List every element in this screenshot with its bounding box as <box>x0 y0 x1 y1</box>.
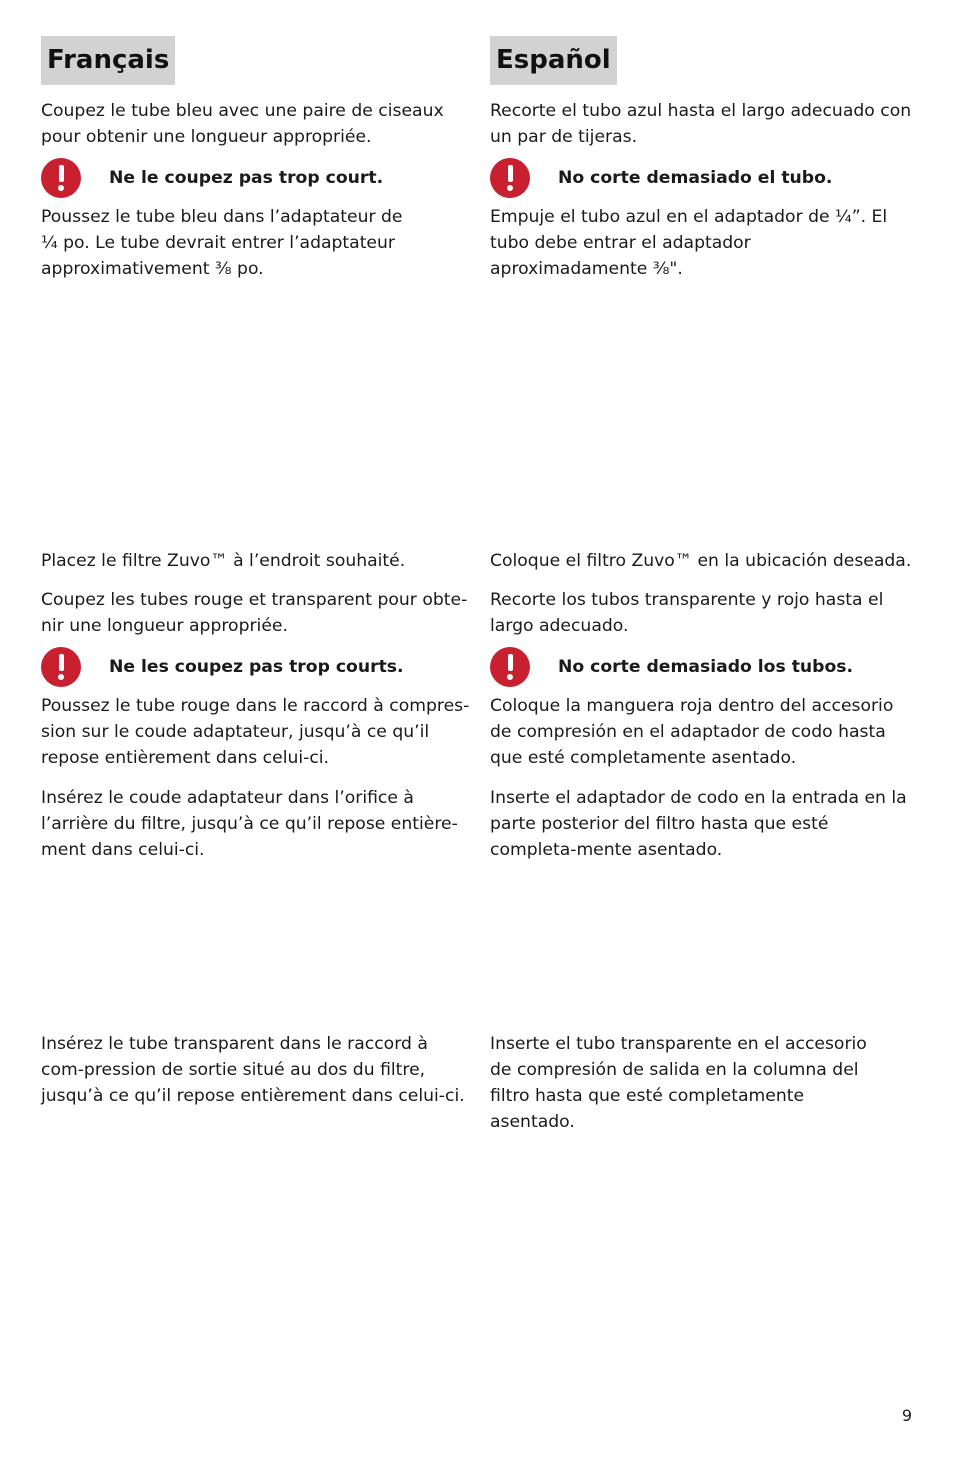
french-warning-1 <box>41 158 383 198</box>
spanish-step-cut-blue-tube: Recorte el tubo azul hasta el largo adecuado con un par de tijeras. <box>490 101 912 147</box>
french-step-insert-clear-tube: Insérez le tube transparent dans le raccord à com-pression de sortie situé au dos du filtre, jusqu’à ce qu’il repose entièrement dans celui-ci. <box>41 1034 465 1106</box>
spanish-warning-2-text: No corte demasiado los tubos. <box>558 657 854 677</box>
french-step-insert-elbow: Insérez le coude adaptateur dans l’orifice à l’arrière du filtre, jusqu’à ce qu’il repose entière-ment dans celui-ci. <box>41 788 458 860</box>
spanish-heading: Español <box>490 36 617 85</box>
french-step-cut-red-clear: Coupez les tubes rouge et transparent pour obte-nir une longueur appropriée. <box>41 590 468 636</box>
spanish-warning-1-text: No corte demasiado el tubo. <box>558 168 833 188</box>
spanish-step-insert-clear-tube: Inserte el tubo transparente en el accesorio de compresión de salida en la columna del filtro hasta que esté completamente asentado. <box>490 1034 867 1132</box>
spanish-step-cut-tubes: Recorte los tubos transparente y rojo hasta el largo adecuado. <box>490 590 884 636</box>
french-step-cut-blue-tube: Coupez le tube bleu avec une paire de ciseaux pour obtenir une longueur appropriée. <box>41 101 444 147</box>
spanish-step-red-hose: Coloque la manguera roja dentro del accesorio de compresión en el adaptador de codo hasta que esté completamente asentado. <box>490 696 894 768</box>
french-heading: Français <box>41 36 175 85</box>
spanish-step-place-filter: Coloque el filtro Zuvo™ en la ubicación deseada. <box>490 551 912 571</box>
spanish-warning-1 <box>490 158 832 198</box>
warning-icon <box>41 158 81 198</box>
french-step-push-red-tube: Poussez le tube rouge dans le raccord à compres-sion sur le coude adaptateur, jusqu’à ce qu’il repose entièrement dans celui-ci. <box>41 696 470 768</box>
warning-icon <box>41 647 81 687</box>
page-number: 9 <box>901 1406 912 1425</box>
french-step-place-filter: Placez le filtre Zuvo™ à l’endroit souhaité. <box>41 551 406 571</box>
spanish-step-push-blue-tube: Empuje el tubo azul en el adaptador de ¼”. El tubo debe entrar el adaptador aproximadamente ⅜". <box>490 207 888 279</box>
warning-icon <box>490 647 530 687</box>
french-warning-2 <box>41 647 404 687</box>
spanish-warning-2 <box>490 647 853 687</box>
warning-icon <box>490 158 530 198</box>
french-warning-2-text: Ne les coupez pas trop courts. <box>109 657 404 677</box>
spanish-step-insert-elbow: Inserte el adaptador de codo en la entrada en la parte posterior del filtro hasta que esté completa-mente asentado. <box>490 788 907 860</box>
french-step-push-blue-tube: Poussez le tube bleu dans l’adaptateur de ¼ po. Le tube devrait entrer l’adaptateur approximativement ⅜ po. <box>41 207 403 279</box>
french-warning-1-text: Ne le coupez pas trop court. <box>109 168 384 188</box>
